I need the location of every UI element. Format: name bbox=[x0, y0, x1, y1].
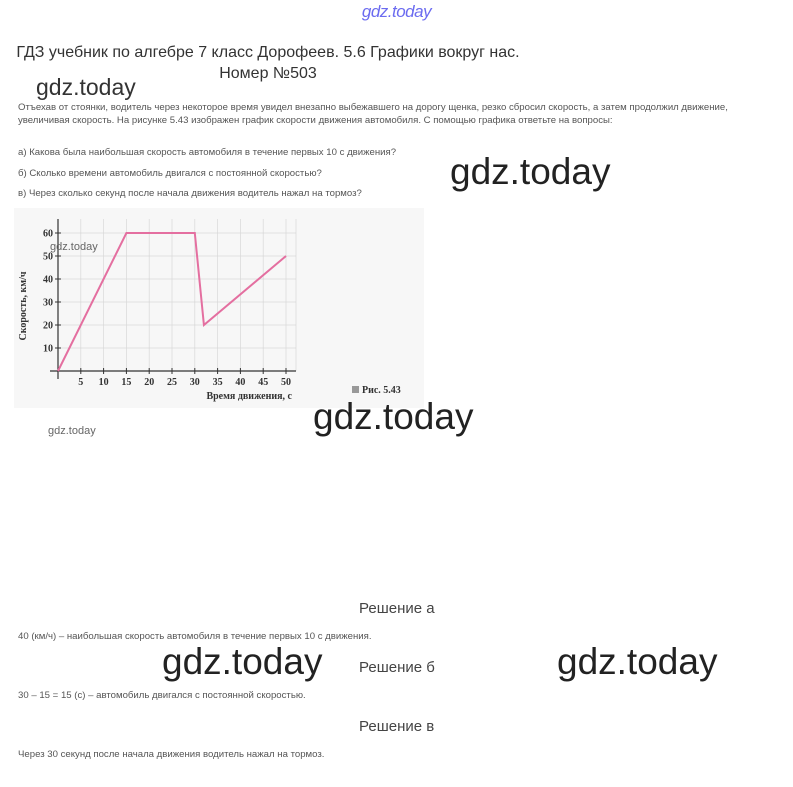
figure-caption-marker bbox=[352, 386, 359, 393]
y-tick-label: 10 bbox=[43, 343, 53, 355]
solution-a-text: 40 (км/ч) – наибольшая скорость автомобиля в течение первых 10 с движения. bbox=[18, 631, 372, 642]
solution-b-text: 30 – 15 = 15 (с) – автомобиль двигался с постоянной скоростью. bbox=[18, 690, 306, 701]
y-tick-label: 50 bbox=[43, 251, 53, 263]
x-tick-label: 40 bbox=[235, 377, 246, 388]
watermark: gdz.today bbox=[36, 74, 136, 100]
solution-c-heading: Решение в bbox=[359, 718, 435, 735]
watermark: gdz.today bbox=[313, 396, 474, 437]
watermark: gdz.today bbox=[162, 641, 323, 682]
y-tick-label: 20 bbox=[43, 320, 53, 332]
x-tick-label: 45 bbox=[258, 377, 269, 388]
figure-caption: Рис. 5.43 bbox=[362, 385, 401, 396]
x-tick-label: 25 bbox=[167, 377, 177, 388]
watermark: gdz.today bbox=[557, 641, 718, 682]
y-tick-label: 40 bbox=[43, 274, 53, 286]
page-title: ГДЗ учебник по алгебре 7 класс Дорофеев. 5.6 Графики вокруг нас. Номер №503 bbox=[16, 44, 520, 82]
x-tick-label: 20 bbox=[144, 377, 155, 388]
watermark: gdz.today bbox=[50, 241, 98, 253]
question-c: в) Через сколько секунд после начала движения водитель нажал на тормоз? bbox=[18, 188, 362, 199]
speed-chart bbox=[14, 208, 424, 408]
x-tick-label: 50 bbox=[281, 377, 291, 388]
x-tick-label: 15 bbox=[121, 377, 132, 388]
question-b: б) Сколько времени автомобиль двигался с постоянной скоростью? bbox=[18, 168, 322, 179]
question-a: а) Какова была наибольшая скорость автомобиля в течение первых 10 с движения? bbox=[18, 147, 397, 158]
watermark: gdz.today bbox=[450, 151, 611, 192]
problem-intro: Отъехав от стоянки, водитель через некоторое время увидел внезапно выбежавшего на дорогу щенка, резко сбросил скорость, а затем продолжил движение, увеличивая скорость. На рисунке 5.43 изображен график скорости движения автомобиля. С помощью графика ответьте на вопросы: bbox=[18, 102, 728, 126]
solution-a-heading: Решение а bbox=[359, 600, 435, 617]
y-tick-label: 30 bbox=[43, 297, 53, 309]
top-watermark-logo: gdz.today bbox=[361, 2, 432, 21]
solution-c-text: Через 30 секунд после начала движения водитель нажал на тормоз. bbox=[18, 749, 325, 760]
y-tick-label: 60 bbox=[43, 228, 53, 240]
y-axis-label: Скорость, км/ч bbox=[18, 271, 29, 341]
watermark: gdz.today bbox=[48, 425, 96, 437]
x-tick-label: 30 bbox=[189, 377, 200, 388]
x-tick-label: 5 bbox=[78, 377, 84, 388]
x-tick-label: 10 bbox=[98, 377, 109, 388]
x-axis-label: Время движения, с bbox=[206, 391, 292, 402]
solution-b-heading: Решение б bbox=[359, 659, 435, 676]
x-tick-label: 35 bbox=[212, 377, 223, 388]
